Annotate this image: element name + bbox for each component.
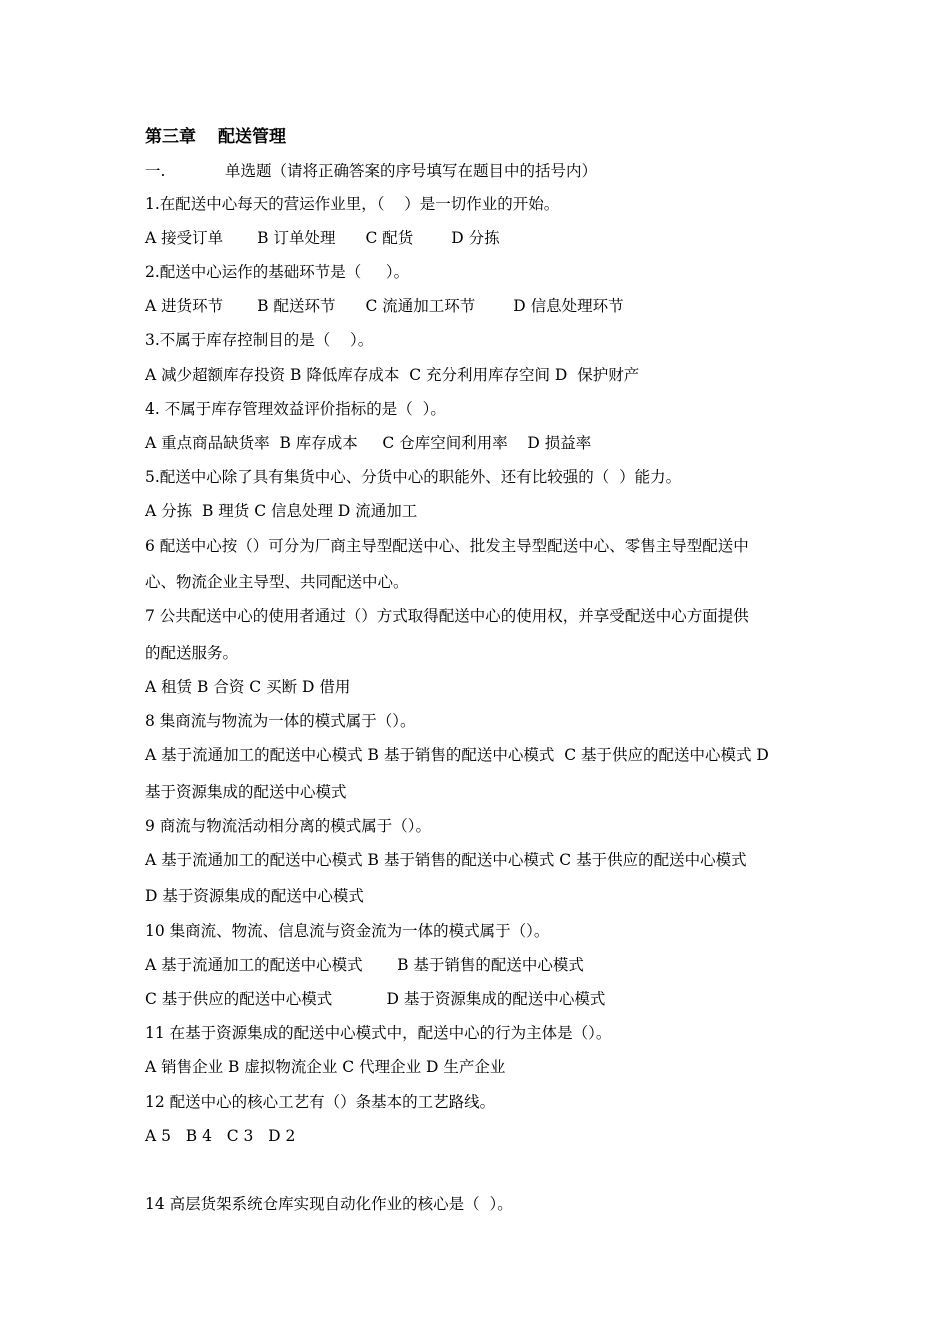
question-2-option-d: D 信息处理环节 (513, 297, 624, 315)
question-10-options-line-2: C 基于供应的配送中心模式 D 基于资源集成的配送中心模式 (145, 990, 606, 1008)
chapter-title (145, 126, 286, 148)
question-8-options-line-1: A 基于流通加工的配送中心模式 B 基于销售的配送中心模式 C 基于供应的配送中心模式 D (145, 746, 769, 764)
question-2-option-a: A 进货环节 (145, 297, 224, 315)
question-5-text: 5.配送中心除了具有集货中心、分货中心的职能外、还有比较强的（ ）能力。 (145, 468, 682, 486)
question-5-options: A 分拣 B 理货 C 信息处理 D 流通加工 (145, 502, 418, 520)
question-9-options-line-2: D 基于资源集成的配送中心模式 (145, 887, 364, 905)
section-number: 一. (145, 162, 166, 180)
question-3-options: A 减少超额库存投资 B 降低库存成本 C 充分利用库存空间 D 保护财产 (145, 366, 640, 384)
question-14-text: 14 高层货架系统仓库实现自动化作业的核心是（ ）。 (145, 1195, 513, 1213)
question-9-text: 9 商流与物流活动相分离的模式属于（）。 (145, 817, 432, 835)
question-7-text-line-1: 7 公共配送中心的使用者通过（）方式取得配送中心的使用权，并享受配送中心方面提供 (145, 607, 749, 625)
question-12-text: 12 配送中心的核心工艺有（）条基本的工艺路线。 (145, 1093, 496, 1111)
question-1-text: 1.在配送中心每天的营运作业里，（ ）是一切作业的开始。 (145, 195, 560, 213)
question-9-options-line-1: A 基于流通加工的配送中心模式 B 基于销售的配送中心模式 C 基于供应的配送中心模式 (145, 851, 747, 869)
question-10-options-line-1: A 基于流通加工的配送中心模式 B 基于销售的配送中心模式 (145, 956, 584, 974)
question-4-text: 4. 不属于库存管理效益评价指标的是（ ）。 (145, 400, 446, 418)
question-6-text-line-1: 6 配送中心按（）可分为厂商主导型配送中心、批发主导型配送中心、零售主导型配送中 (145, 537, 749, 555)
question-3-text: 3.不属于库存控制目的是（ ）。 (145, 331, 374, 349)
section-text: 单选题（请将正确答案的序号填写在题目中的括号内） (225, 162, 598, 180)
question-7-text-line-2: 的配送服务。 (145, 644, 239, 662)
chapter-name: 配送管理 (218, 127, 286, 147)
question-8-options-line-2: 基于资源集成的配送中心模式 (145, 783, 347, 801)
question-7-options: A 租赁 B 合资 C 买断 D 借用 (145, 678, 351, 696)
question-2-option-c: C 流通加工环节 (365, 297, 476, 315)
question-12-options: A 5 B 4 C 3 D 2 (145, 1127, 296, 1145)
question-2-option-b: B 配送环节 (257, 297, 336, 315)
question-10-text: 10 集商流、物流、信息流与资金流为一体的模式属于（）。 (145, 922, 550, 940)
question-1-option-c: C 配货 (365, 229, 414, 247)
section-heading (145, 161, 597, 181)
question-8-text: 8 集商流与物流为一体的模式属于（）。 (145, 712, 416, 730)
question-6-text-line-2: 心、物流企业主导型、共同配送中心。 (145, 573, 409, 591)
question-11-text: 11 在基于资源集成的配送中心模式中，配送中心的行为主体是（）。 (145, 1024, 612, 1042)
question-2-options (145, 296, 624, 316)
chapter-label: 第三章 (145, 127, 196, 147)
question-4-options: A 重点商品缺货率 B 库存成本 C 仓库空间利用率 D 损益率 (145, 434, 592, 452)
question-1-options (145, 228, 500, 248)
question-11-options: A 销售企业 B 虚拟物流企业 C 代理企业 D 生产企业 (145, 1058, 506, 1076)
question-2-text: 2.配送中心运作的基础环节是（ ）。 (145, 263, 410, 281)
question-1-option-d: D 分拣 (451, 229, 500, 247)
question-1-option-a: A 接受订单 (145, 229, 224, 247)
question-1-option-b: B 订单处理 (257, 229, 336, 247)
